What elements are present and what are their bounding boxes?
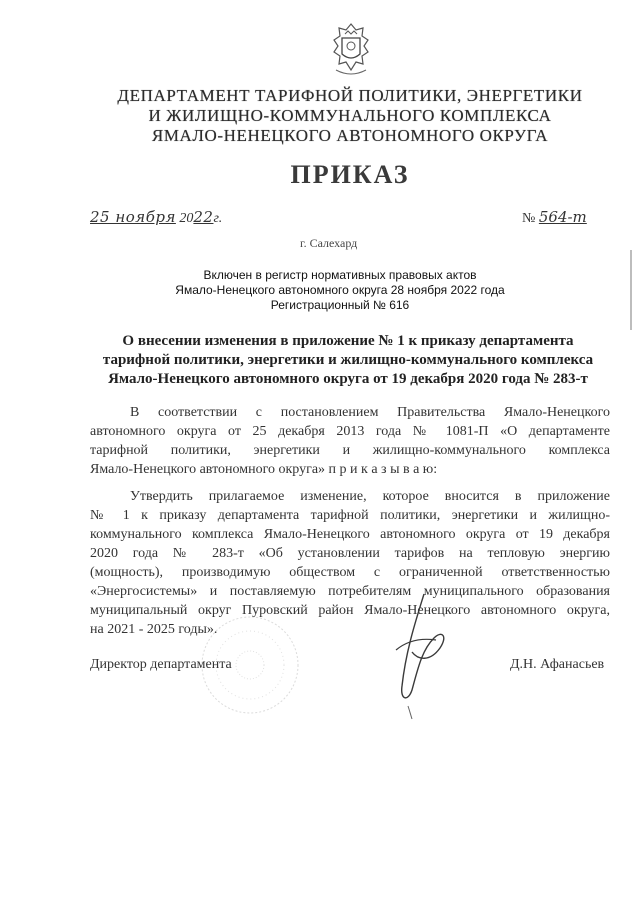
- preamble-paragraph: [90, 403, 610, 479]
- signature-icon: [378, 590, 458, 720]
- order-line-1: Утвердить прилагаемое изменение, которое вносится в приложение: [130, 489, 610, 504]
- order-line-8: на 2021 - 2025 годы».: [90, 622, 218, 637]
- order-date: [90, 208, 222, 227]
- order-line-3: коммунального комплекса Ямало-Ненецкого автономного округа от 19 декабря: [90, 527, 610, 542]
- order-number: [522, 208, 587, 227]
- order-line-2: № 1 к приказу департамента тарифной политики, энергетики и жилищно-: [90, 508, 610, 523]
- date-suffix: г.: [213, 211, 223, 226]
- coat-of-arms-icon: [328, 22, 374, 78]
- number-label: №: [522, 211, 536, 226]
- order-line-4: 2020 года № 283-т «Об установлении тарифов на тепловую энергию: [90, 546, 610, 561]
- subject-line-1: О внесении изменения в приложение № 1 к приказу департамента: [122, 333, 574, 349]
- city: г. Салехард: [300, 236, 358, 250]
- registry-line-2: Ямало-Ненецкого автономного округа 28 ноября 2022 года: [175, 283, 505, 297]
- department-line-1: ДЕПАРТАМЕНТ ТАРИФНОЙ ПОЛИТИКИ, ЭНЕРГЕТИКИ: [117, 86, 583, 105]
- scan-edge-divider: [630, 250, 632, 330]
- preamble-line-3: тарифной политики, энергетики и жилищно-коммунального комплекса: [90, 443, 610, 458]
- order-line-5: (мощность), производимую обществом с ограниченной ответственностью: [90, 565, 610, 580]
- document-type: ПРИКАЗ: [290, 160, 410, 189]
- date-year: 22: [193, 208, 214, 226]
- date-year-prefix: 20: [179, 211, 194, 226]
- department-line-3: ЯМАЛО-НЕНЕЦКОГО АВТОНОМНОГО ОКРУГА: [151, 126, 549, 145]
- preamble-line-2: автономного округа от 25 декабря 2013 года № 1081-П «О департаменте: [90, 424, 610, 439]
- order-paragraph: [90, 487, 610, 639]
- subject-line-2: тарифной политики, энергетики и жилищно-коммунального комплекса: [102, 352, 594, 368]
- preamble-line-4: Ямало-Ненецкого автономного округа» п р и к а з ы в а ю:: [90, 462, 438, 477]
- department-line-2: И ЖИЛИЩНО-КОММУНАЛЬНОГО КОМПЛЕКСА: [148, 106, 552, 125]
- registry-note: [110, 268, 570, 313]
- preamble-line-1: В соответствии с постановлением Правительства Ямало-Ненецкого: [130, 405, 610, 420]
- subject-line-3: Ямало-Ненецкого автономного округа от 19 декабря 2020 года № 283-т: [108, 371, 588, 387]
- number-value: 564-т: [538, 208, 587, 226]
- date-day-month: 25 ноября: [90, 208, 176, 226]
- department-title: [70, 86, 630, 146]
- order-line-7: муниципальный округ Пуровский район Ямало-Ненецкого автономного округа,: [90, 603, 610, 618]
- signer-name: Д.Н. Афанасьев: [510, 657, 605, 672]
- order-line-6: «Энергосистемы» и поставляемую потребителям муниципального образования: [90, 584, 610, 599]
- registry-line-1: Включен в регистр нормативных правовых актов: [203, 268, 477, 282]
- signer-position: Директор департамента: [90, 657, 232, 672]
- registry-line-3: Регистрационный № 616: [270, 298, 410, 312]
- order-subject: [84, 332, 612, 389]
